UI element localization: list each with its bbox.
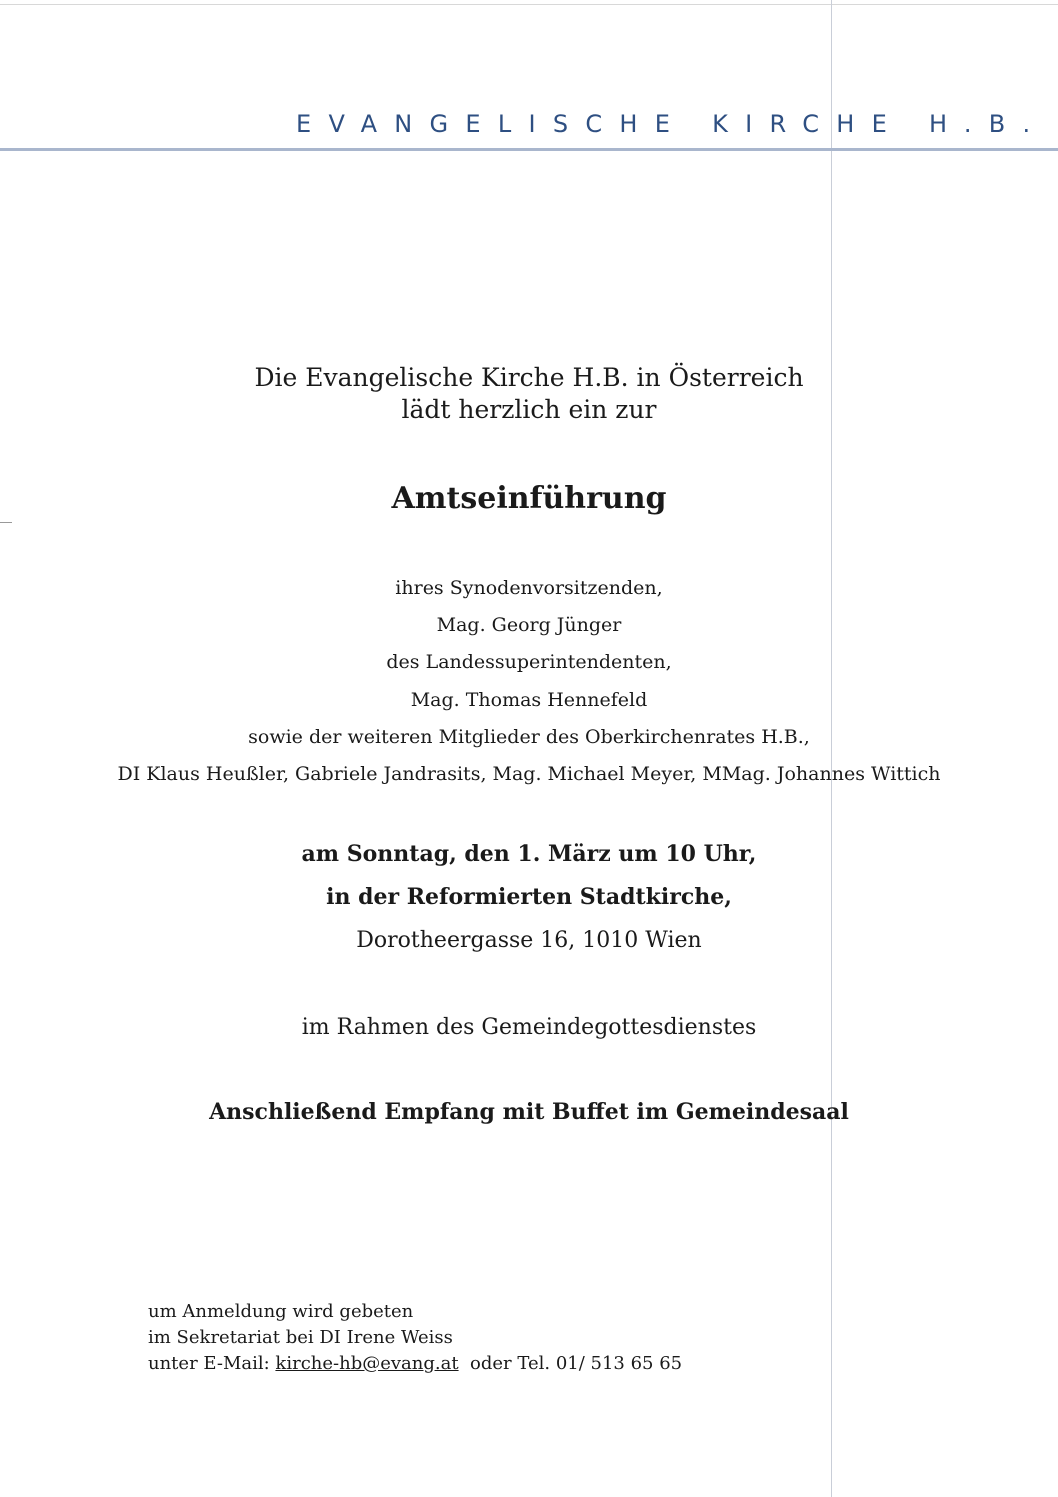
intro-line-2: lädt herzlich ein zur (401, 395, 657, 424)
person-line: Mag. Georg Jünger (436, 614, 622, 636)
footer-line-1: um Anmeldung wird gebeten (148, 1301, 414, 1322)
letterhead-rule (0, 148, 1058, 151)
scan-top-edge (0, 4, 1058, 5)
scan-left-mark (0, 522, 12, 523)
person-line: ihres Synodenvorsitzenden, (395, 577, 663, 599)
document-title: Amtseinführung (391, 481, 667, 516)
footer-line-2: im Sekretariat bei DI Irene Weiss (148, 1327, 453, 1348)
registration-footer (148, 1299, 848, 1377)
person-line: Mag. Thomas Hennefeld (410, 689, 648, 711)
event-address: Dorotheergasse 16, 1010 Wien (356, 928, 702, 953)
letterhead-title: EVANGELISCHE KIRCHE H.B. (296, 110, 1048, 138)
intro-line-1: Die Evangelische Kirche H.B. in Österreich (254, 363, 804, 392)
email-link[interactable]: kirche-hb@evang.at (275, 1353, 459, 1374)
event-date-time: am Sonntag, den 1. März um 10 Uhr, (301, 841, 757, 867)
person-line: sowie der weiteren Mitglieder des Oberkirchenrates H.B., (248, 726, 810, 748)
event-location: in der Reformierten Stadtkirche, (326, 884, 732, 910)
person-line: des Landessuperintendenten, (386, 651, 672, 673)
footer-line-3 (148, 1351, 848, 1377)
email-prefix: unter E-Mail: (148, 1353, 276, 1374)
person-line: DI Klaus Heußler, Gabriele Jandrasits, Mag. Michael Meyer, MMag. Johannes Wittich (117, 763, 941, 785)
phone-text: oder Tel. 01/ 513 65 65 (458, 1353, 683, 1374)
event-frame: im Rahmen des Gemeindegottesdienstes (301, 1015, 757, 1040)
scan-fold-line (831, 0, 832, 1497)
event-reception: Anschließend Empfang mit Buffet im Gemeindesaal (209, 1099, 849, 1125)
